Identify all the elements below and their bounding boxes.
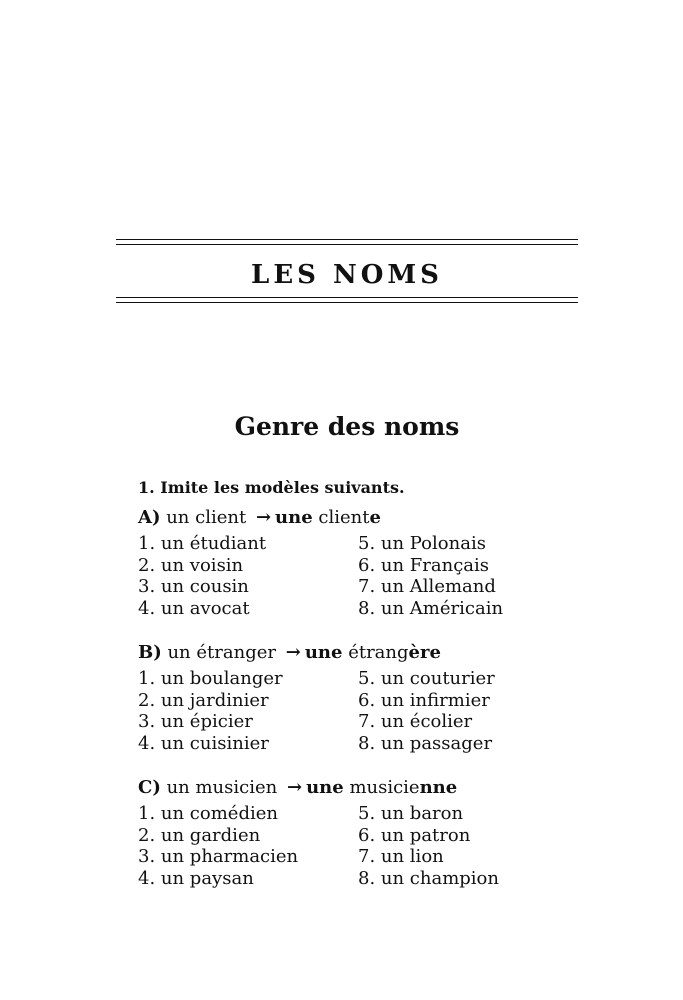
model-letter: A) bbox=[138, 507, 161, 528]
list-item: 2. un gardien bbox=[138, 824, 261, 846]
exercise-list-c bbox=[138, 803, 558, 890]
model-stem: musicie bbox=[349, 777, 420, 798]
model-stem: étrang bbox=[348, 642, 409, 663]
model-b bbox=[138, 642, 441, 664]
list-item: 4. un cuisinier bbox=[138, 733, 269, 755]
chapter-title: LES NOMS bbox=[251, 260, 443, 290]
list-item: 4. un paysan bbox=[138, 868, 254, 890]
model-article: une bbox=[304, 642, 343, 663]
top-rule-outer bbox=[116, 239, 578, 240]
list-item: 5. un Polonais bbox=[358, 533, 486, 554]
list-item: 3. un cousin bbox=[138, 576, 249, 598]
arrow-icon: → bbox=[255, 507, 272, 528]
model-article: une bbox=[275, 507, 313, 528]
model-masculine: un étranger bbox=[167, 642, 276, 663]
exercise-list-b bbox=[138, 668, 558, 755]
list-item: 1. un boulanger bbox=[138, 668, 283, 689]
exercise-instruction: 1. Imite les modèles suivants. bbox=[138, 478, 405, 497]
section-title: Genre des noms bbox=[234, 412, 460, 441]
list-item: 1. un comédien bbox=[138, 803, 278, 824]
list-item: 2. un jardinier bbox=[138, 689, 269, 711]
model-stem: client bbox=[318, 507, 370, 528]
model-letter: B) bbox=[138, 642, 162, 663]
list-item: 3. un épicier bbox=[138, 711, 253, 733]
list-item: 8. un passager bbox=[358, 733, 493, 755]
model-ending: ère bbox=[408, 642, 441, 663]
model-a bbox=[138, 507, 381, 529]
list-item: 3. un pharmacien bbox=[138, 846, 299, 868]
list-item: 6. un Français bbox=[358, 554, 490, 576]
arrow-icon: → bbox=[285, 642, 301, 663]
exercise-list-a bbox=[138, 533, 558, 620]
model-ending: nne bbox=[419, 777, 458, 798]
bottom-rule-inner bbox=[116, 297, 578, 298]
list-item: 6. un infirmier bbox=[358, 689, 490, 711]
list-item: 7. un lion bbox=[358, 846, 444, 868]
list-item: 5. un couturier bbox=[358, 668, 495, 689]
list-item: 7. un Allemand bbox=[358, 576, 496, 598]
model-masculine: un client bbox=[166, 507, 247, 528]
bottom-rule-outer bbox=[116, 302, 578, 303]
list-item: 4. un avocat bbox=[138, 598, 250, 620]
model-article: une bbox=[306, 777, 344, 798]
list-item: 6. un patron bbox=[358, 824, 471, 846]
model-ending: e bbox=[369, 507, 381, 528]
top-rule-inner bbox=[116, 244, 578, 245]
model-c bbox=[138, 777, 457, 799]
list-item: 8. un Américain bbox=[358, 598, 504, 620]
list-item: 8. un champion bbox=[358, 868, 499, 890]
list-item: 7. un écolier bbox=[358, 711, 473, 733]
model-letter: C) bbox=[138, 777, 161, 798]
list-item: 5. un baron bbox=[358, 803, 464, 824]
list-item: 2. un voisin bbox=[138, 554, 244, 576]
list-item: 1. un étudiant bbox=[138, 533, 267, 554]
arrow-icon: → bbox=[286, 777, 303, 798]
model-masculine: un musicien bbox=[166, 777, 278, 798]
